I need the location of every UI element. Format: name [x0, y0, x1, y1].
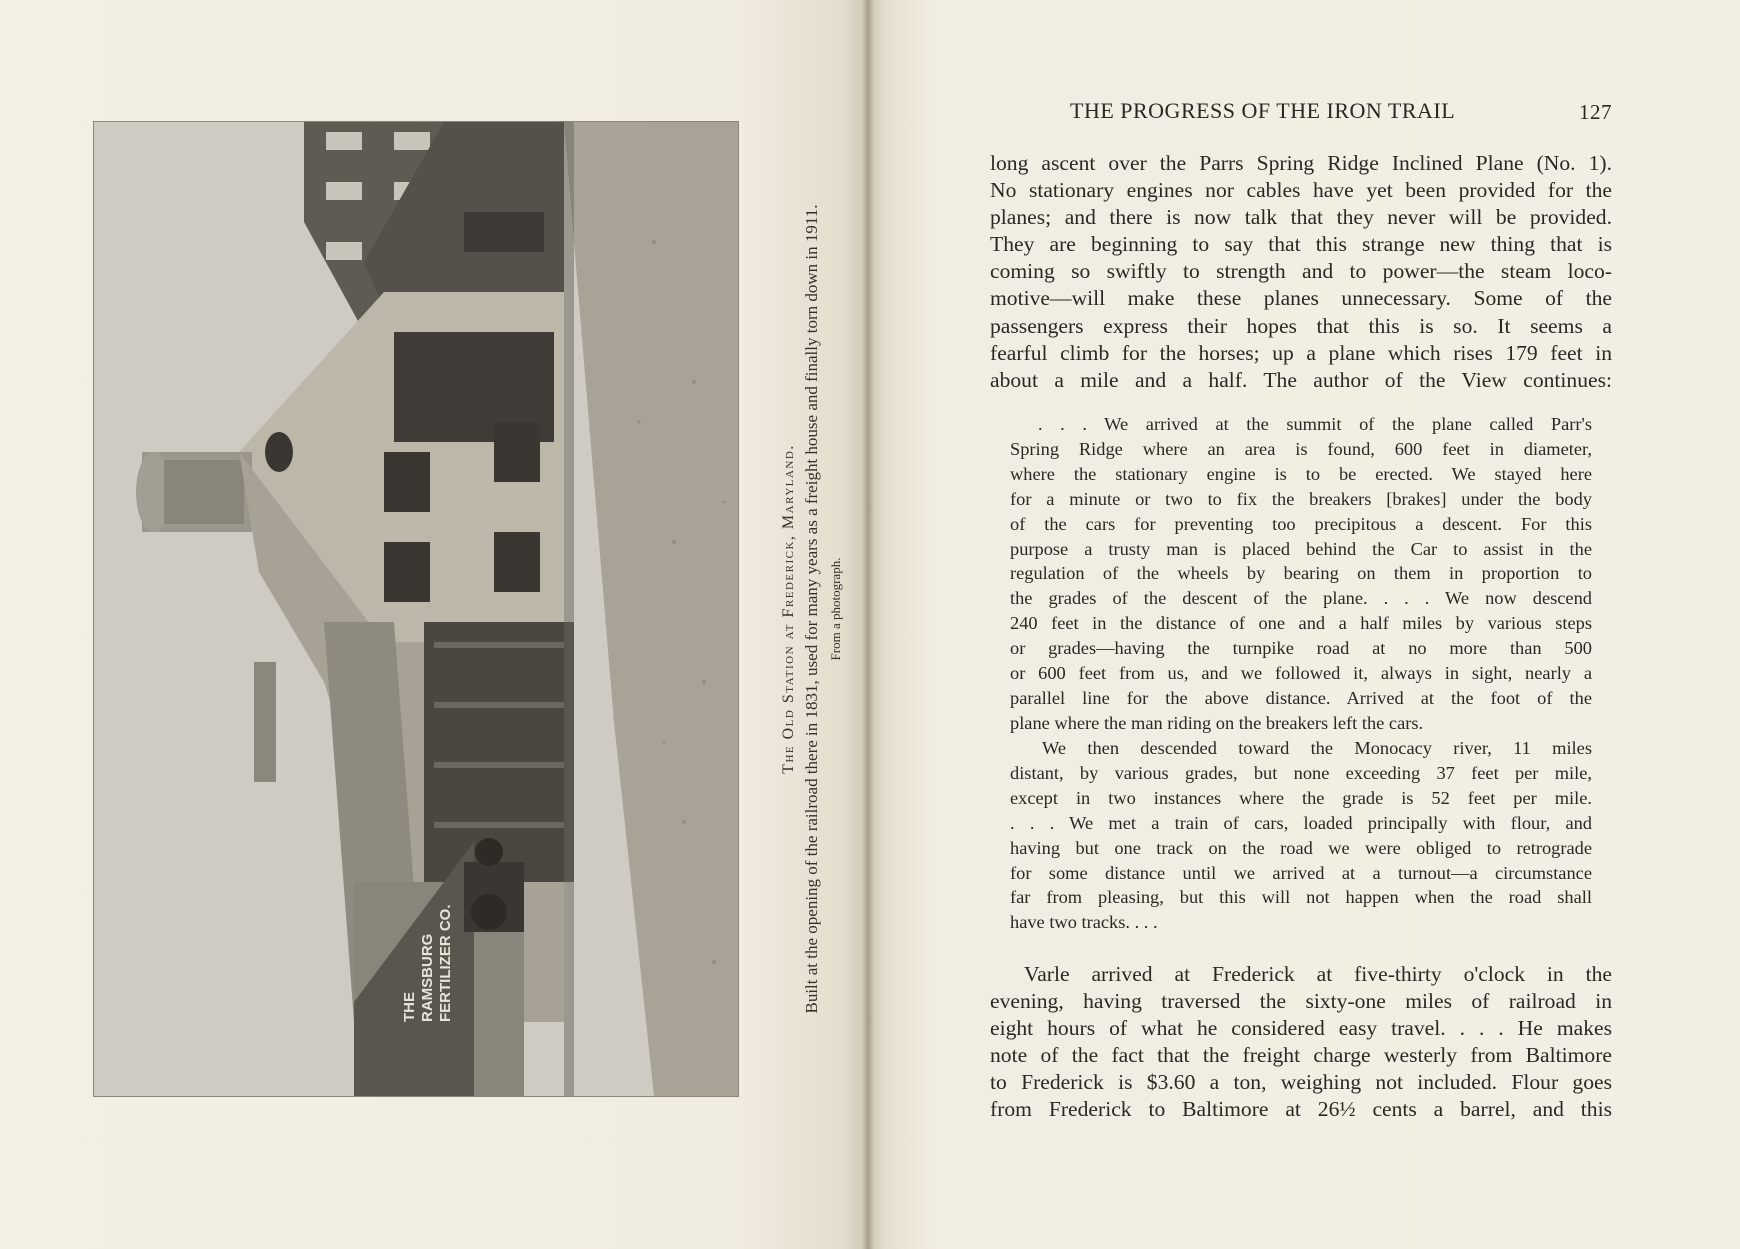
text-line: parallel line for the above distance. Arrived at the foot of the [1010, 687, 1592, 708]
text-line: coming so swiftly to strength and to power—the steam loco- [990, 259, 1612, 284]
text-line: . . . We arrived at the summit of the plane called Parr's [1038, 414, 1592, 434]
text-line: Spring Ridge where an area is found, 600 feet in diameter, [1010, 438, 1592, 459]
text-line: evening, having traversed the sixty-one miles of railroad in [990, 989, 1612, 1014]
text-line: . . . We met a train of cars, loaded principally with flour, and [1010, 812, 1592, 833]
photo-sign-text: THE RAMSBURG FERTILIZER CO. [401, 904, 454, 1022]
text-line: 240 feet in the distance of one and a half miles by various steps [1010, 613, 1592, 634]
quote-paragraph-2 [1010, 736, 1592, 935]
quote-paragraph-1 [1010, 412, 1592, 736]
text-line: or 600 feet from us, and we followed it, always in sight, nearly a [1010, 663, 1592, 684]
text-line: for some distance until we arrived at a turnout—a circumstance [1010, 862, 1592, 883]
text-line: They are beginning to say that this strange new thing that is [990, 232, 1612, 257]
text-line: have two tracks. . . . [1010, 912, 1158, 933]
text-line: purpose a trusty man is placed behind the Car to assist in the [1010, 538, 1592, 559]
caption-description: Built at the opening of the railroad there in 1831, used for many years as a freight house and finally torn down in 1911. [802, 204, 821, 1014]
text-line: passengers express their hopes that this is so. It seems a [990, 313, 1612, 338]
text-line: the grades of the descent of the plane. . . . We now descend [1010, 588, 1592, 609]
left-page [0, 0, 868, 1249]
photo-caption [780, 119, 844, 1099]
station-photograph [94, 122, 738, 1096]
text-line: We then descended toward the Monocacy river, 11 miles [1042, 738, 1592, 758]
text-line: or grades—having the turnpike road at no more than 500 [1010, 638, 1592, 659]
book-gutter [862, 0, 874, 1249]
text-line: regulation of the wheels by bearing on them in proportion to [1010, 563, 1592, 584]
text-line: for a minute or two to fix the breakers [brakes] under the body [1010, 488, 1592, 509]
text-line: to Frederick is $3.60 a ton, weighing not included. Flour goes [990, 1070, 1612, 1095]
caption-source: From a photograph. [828, 557, 843, 661]
caption-title: The Old Station at Frederick, Maryland. [780, 444, 797, 774]
text-line: plane where the man riding on the breakers left the cars. [1010, 712, 1424, 733]
text-line: long ascent over the Parrs Spring Ridge Inclined Plane (No. 1). [990, 151, 1612, 175]
page-number: 127 [1579, 100, 1612, 124]
text-line: about a mile and a half. The author of the View continues: [990, 367, 1612, 392]
text-line: except in two instances where the grade is 52 feet per mile. [1010, 787, 1592, 808]
paragraph-2 [990, 961, 1612, 1124]
text-line: Varle arrived at Frederick at five-thirty o'clock in the [1024, 962, 1612, 986]
text-line: far from pleasing, but this will not happen when the road shall [1010, 887, 1592, 908]
text-line: distant, by various grades, but none exceeding 37 feet per mile, [1010, 762, 1592, 783]
text-line: motive—will make these planes unnecessary. Some of the [990, 286, 1612, 311]
text-line: having but one track on the road we were obliged to retrograde [1010, 837, 1592, 858]
paragraph-1 [990, 150, 1612, 394]
text-line: where the stationary engine is to be erected. We stayed here [1010, 463, 1592, 484]
text-line: from Frederick to Baltimore at 26½ cents a barrel, and this [990, 1097, 1612, 1122]
text-line: note of the fact that the freight charge westerly from Baltimore [990, 1043, 1612, 1068]
text-line: fearful climb for the horses; up a plane which rises 179 feet in [990, 340, 1612, 365]
text-line: No stationary engines nor cables have yet been provided for the [990, 178, 1612, 203]
text-line: planes; and there is now talk that they never will be provided. [990, 205, 1612, 230]
text-line: eight hours of what he considered easy travel. . . . He makes [990, 1016, 1612, 1041]
running-head-title: THE PROGRESS OF THE IRON TRAIL [1070, 98, 1456, 123]
text-line: of the cars for preventing too precipitous a descent. For this [1010, 513, 1592, 534]
